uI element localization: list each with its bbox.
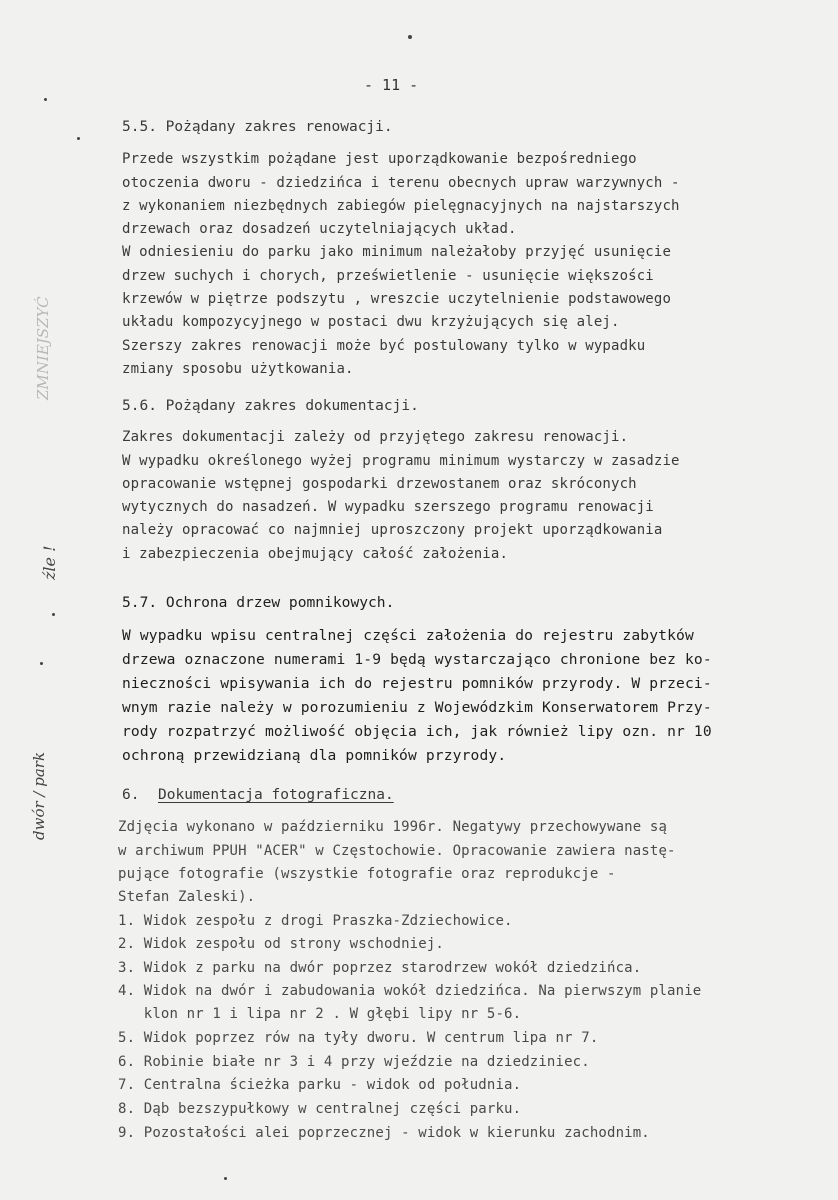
list-item: 1. Widok zespołu z drogi Praszka-Zdziechowice. (118, 913, 513, 929)
list-item: 2. Widok zespołu od strony wschodniej. (118, 936, 444, 952)
ink-dot (40, 662, 43, 665)
section-6-number: 6. (122, 787, 140, 803)
text-line: opracowanie wstępnej gospodarki drzewostanem oraz skróconych (122, 476, 637, 492)
list-item: 3. Widok z parku na dwór poprzez starodrzew wokół dziedzińca. (118, 960, 642, 976)
text-line: wytycznych do nasadzeń. W wypadku szerszego programu renowacji (122, 499, 654, 515)
text-line: zmiany sposobu użytkowania. (122, 361, 354, 377)
text-line: wnym razie należy w porozumieniu z Wojewódzkim Konserwatorem Przy- (122, 699, 712, 716)
text-line: W odniesieniu do parku jako minimum należałoby przyjęć usunięcie (122, 244, 672, 260)
list-item: klon nr 1 i lipa nr 2 . W głębi lipy nr 5-6. (118, 1006, 522, 1022)
text-line: W wypadku określonego wyżej programu minimum wystarczy w zasadzie (122, 453, 680, 469)
text-line: krzewów w piętrze podszytu , wreszcie uczytelnienie podstawowego (122, 291, 672, 307)
section-5-7-heading: 5.7. Ochrona drzew pomnikowych. (122, 594, 395, 611)
text-line: w archiwum PPUH "ACER" w Częstochowie. Opracowanie zawiera nastę- (118, 843, 676, 859)
list-item: 5. Widok poprzez rów na tyły dworu. W centrum lipa nr 7. (118, 1030, 599, 1046)
text-line: ochroną przewidzianą dla pomników przyrody. (122, 747, 507, 764)
section-5-5-heading: 5.5. Pożądany zakres renowacji. (122, 119, 393, 135)
text-line: otoczenia dworu - dziedzińca i terenu obecnych upraw warzywnych - (122, 175, 680, 191)
text-line: Zakres dokumentacji zależy od przyjętego zakresu renowacji. (122, 429, 629, 445)
text-line: Zdjęcia wykonano w październiku 1996r. Negatywy przechowywane są (118, 819, 668, 835)
page-number: - 11 - (364, 76, 419, 94)
margin-note-upper: ZMNIEJSZYĆ (34, 296, 52, 400)
text-line: drzewach oraz dosadzeń uczytelniających układ. (122, 221, 517, 237)
ink-dot (44, 98, 47, 101)
text-line: nieczności wpisywania ich do rejestru pomników przyrody. W przeci- (122, 675, 712, 692)
ink-dot (52, 613, 55, 616)
list-item: 6. Robinie białe nr 3 i 4 przy wjeździe na dziedziniec. (118, 1054, 590, 1070)
margin-note-middle: źle ! (40, 545, 59, 580)
section-5-6-heading: 5.6. Pożądany zakres dokumentacji. (122, 398, 419, 414)
list-item: 4. Widok na dwór i zabudowania wokół dziedzińca. Na pierwszym planie (118, 983, 702, 999)
section-6-heading: Dokumentacja fotograficzna. (158, 787, 394, 803)
text-line: Szerszy zakres renowacji może być postulowany tylko w wypadku (122, 338, 646, 354)
ink-dot (77, 137, 80, 140)
text-line: drzew suchych i chorych, prześwietlenie - usunięcie większości (122, 268, 654, 284)
text-line: układu kompozycyjnego w postaci dwu krzyżujących się alej. (122, 314, 620, 330)
text-line: drzewa oznaczone numerami 1-9 będą wystarczająco chronione bez ko- (122, 651, 712, 668)
text-line: rody rozpatrzyć możliwość objęcia ich, jak również lipy ozn. nr 10 (122, 723, 712, 740)
ink-dot (224, 1177, 227, 1180)
list-item: 8. Dąb bezszypułkowy w centralnej części parku. (118, 1101, 522, 1117)
text-line: Stefan Zaleski). (118, 889, 256, 905)
text-line: i zabezpieczenia obejmujący całość założenia. (122, 546, 509, 562)
list-item: 7. Centralna ścieżka parku - widok od południa. (118, 1077, 522, 1093)
margin-note-lower: dwór / park (30, 751, 48, 840)
text-line: pujące fotografie (wszystkie fotografie oraz reprodukcje - (118, 866, 616, 882)
list-item: 9. Pozostałości alei poprzecznej - widok w kierunku zachodnim. (118, 1125, 650, 1141)
text-line: należy opracować co najmniej uproszczony projekt uporządkowania (122, 522, 663, 538)
text-line: z wykonaniem niezbędnych zabiegów pielęgnacyjnych na najstarszych (122, 198, 680, 214)
text-line: Przede wszystkim pożądane jest uporządkowanie bezpośredniego (122, 151, 637, 167)
ink-dot (408, 35, 412, 39)
text-line: W wypadku wpisu centralnej części założenia do rejestru zabytków (122, 627, 694, 644)
